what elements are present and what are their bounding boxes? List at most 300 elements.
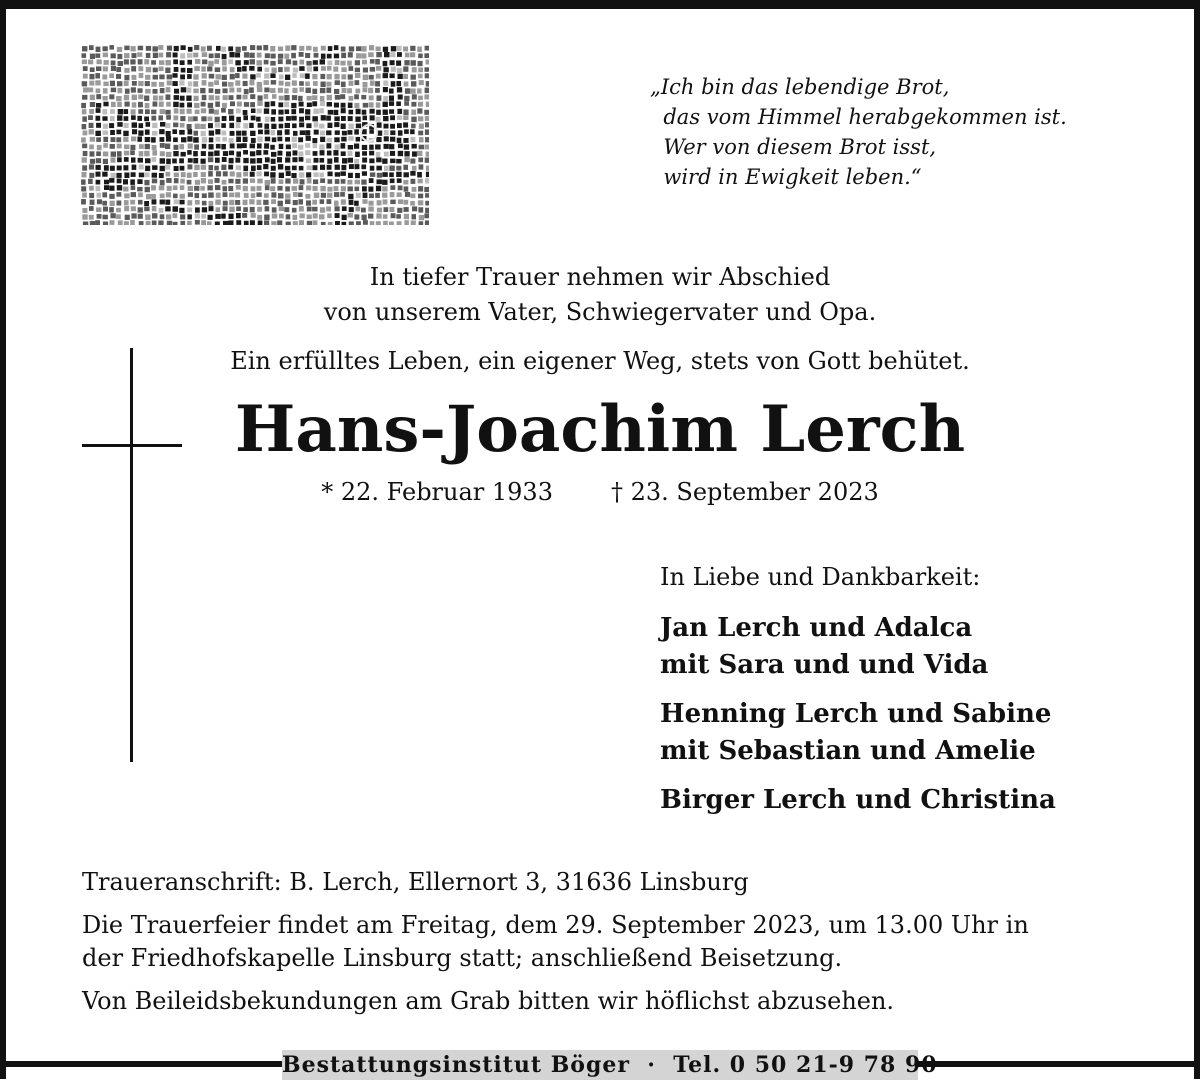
mosaic-tile <box>216 46 221 51</box>
mosaic-tile <box>264 193 269 198</box>
mosaic-tile <box>383 47 388 52</box>
mosaic-tile <box>403 180 408 185</box>
mosaic-tile <box>116 137 121 142</box>
mosaic-tile <box>172 73 177 78</box>
mosaic-tile <box>117 102 122 107</box>
mosaic-tile <box>138 94 143 99</box>
mosaic-tile <box>293 215 298 220</box>
mosaic-tile <box>235 73 240 78</box>
mosaic-tile <box>95 73 100 78</box>
mosaic-tile <box>389 166 394 171</box>
mosaic-tile <box>293 68 298 73</box>
mosaic-tile <box>320 131 325 136</box>
mosaic-tile <box>229 138 234 143</box>
mosaic-tile <box>299 46 304 51</box>
mosaic-tile <box>370 81 375 86</box>
mosaic-tile <box>389 222 394 226</box>
mosaic-tile <box>188 129 193 134</box>
mosaic-tile <box>271 166 276 171</box>
mosaic-tile <box>95 53 100 58</box>
mosaic-tile <box>279 173 284 179</box>
mosaic-tile <box>418 68 423 73</box>
mosaic-tile <box>264 60 269 65</box>
mosaic-tile <box>307 215 312 220</box>
mosaic-tile <box>201 178 206 183</box>
mosaic-tile <box>390 200 395 205</box>
mosaic-tile <box>130 150 135 155</box>
mosaic-tile <box>223 201 228 206</box>
mosaic-tile <box>236 172 241 177</box>
family-block <box>660 560 1056 831</box>
mosaic-tile <box>139 173 144 178</box>
mosaic-tile <box>369 75 374 80</box>
mosaic-tile <box>131 157 136 162</box>
mosaic-tile <box>375 193 380 198</box>
mosaic-tile <box>349 81 354 86</box>
mosaic-tile <box>376 74 381 79</box>
mosaic-tile <box>278 67 283 72</box>
mosaic-tile <box>188 116 193 121</box>
mosaic-tile <box>81 103 86 108</box>
mosaic-tile <box>396 166 401 171</box>
mosaic-tile <box>298 145 303 150</box>
mosaic-tile <box>258 221 263 226</box>
mosaic-tile <box>125 89 130 94</box>
mosaic-tile <box>123 137 128 142</box>
mosaic-tile <box>214 110 219 115</box>
birth-date: * 22. Februar 1933 <box>321 478 553 506</box>
mosaic-tile <box>202 201 207 206</box>
mosaic-tile <box>166 131 171 136</box>
mosaic-tile <box>347 61 352 66</box>
mosaic-tile <box>124 145 129 150</box>
mosaic-tile <box>237 88 242 93</box>
mosaic-tile <box>229 220 234 225</box>
mosaic-tile <box>362 151 367 156</box>
mosaic-tile <box>250 207 255 213</box>
mosaic-tile <box>355 80 360 85</box>
mosaic-tile <box>223 221 229 225</box>
mosaic-tile <box>216 207 221 212</box>
mosaic-tile <box>425 201 429 206</box>
mosaic-tile <box>251 186 256 191</box>
mosaic-tile <box>425 208 429 213</box>
mosaic-tile <box>335 130 340 135</box>
mosaic-tile <box>417 151 422 156</box>
mosaic-tile <box>250 131 255 136</box>
mosaic-tile <box>419 137 424 142</box>
mosaic-tile <box>397 192 402 197</box>
mosaic-tile <box>417 47 422 53</box>
mosaic-tile <box>139 73 144 78</box>
mosaic-tile <box>397 123 402 128</box>
mosaic-tile <box>102 192 107 197</box>
mosaic-tile <box>397 87 402 92</box>
mosaic-tile <box>180 75 185 80</box>
mosaic-tile <box>95 131 101 136</box>
mosaic-tile <box>244 60 249 65</box>
mosaic-tile <box>243 110 248 115</box>
mosaic-tile <box>418 131 423 136</box>
mosaic-tile <box>271 80 276 85</box>
mosaic-tile <box>96 123 101 128</box>
mosaic-tile <box>425 220 429 225</box>
intro-text: In tiefer Trauer nehmen wir Abschied von unserem Vater, Schwiegervater und Opa. <box>323 263 877 326</box>
mosaic-tile <box>236 131 241 136</box>
mosaic-tile <box>179 158 184 163</box>
mosaic-tile <box>257 179 262 184</box>
mosaic-tile <box>312 89 317 94</box>
mosaic-tile <box>167 186 172 191</box>
mosaic-tile <box>195 207 200 212</box>
mosaic-tile <box>83 87 88 92</box>
mosaic-tile <box>291 103 296 108</box>
mosaic-tile <box>361 165 366 170</box>
mosaic-tile <box>286 171 291 176</box>
mosaic-tile <box>369 151 374 156</box>
mosaic-tile <box>284 54 289 59</box>
mosaic-tile <box>418 54 423 59</box>
mosaic-tile <box>187 173 192 178</box>
mosaic-tile <box>193 89 198 94</box>
mosaic-tile <box>242 74 247 79</box>
mosaic-tile <box>341 53 346 58</box>
mosaic-tile <box>334 45 339 50</box>
mosaic-tile <box>278 117 283 122</box>
mosaic-tile <box>305 53 310 58</box>
mosaic-tile <box>201 102 206 107</box>
mosaic-tile <box>425 88 429 94</box>
mosaic-tile <box>145 158 151 163</box>
mosaic-tile <box>361 95 366 100</box>
mosaic-tile <box>214 80 219 85</box>
mosaic-tile <box>82 172 87 178</box>
mosaic-tile <box>188 192 193 197</box>
mosaic-tile <box>363 193 368 198</box>
mosaic-tile <box>299 102 304 107</box>
mosaic-tile <box>159 102 164 107</box>
mosaic-tile <box>363 82 368 87</box>
mosaic-tile <box>327 66 332 71</box>
mosaic-tile <box>321 222 326 225</box>
mosaic-tile <box>223 171 228 176</box>
mosaic-tile <box>341 103 346 108</box>
mosaic-tile <box>251 213 256 218</box>
mosaic-tile <box>313 151 318 156</box>
mosaic-tile <box>90 151 95 156</box>
mosaic-tile <box>180 123 185 128</box>
mosaic-tile <box>144 151 149 157</box>
mosaic-tile <box>356 193 361 198</box>
mosaic-tile <box>299 185 304 190</box>
mosaic-tile <box>298 137 303 142</box>
mosaic-tile <box>286 145 291 150</box>
mosaic-tile <box>333 110 338 115</box>
mosaic-tile <box>257 165 262 170</box>
mosaic-tile <box>165 165 170 170</box>
mosaic-tile <box>285 186 290 191</box>
mosaic-tile <box>370 109 375 114</box>
mosaic-tile <box>145 137 151 142</box>
mosaic-tile <box>334 122 339 127</box>
mosaic-tile <box>355 173 360 178</box>
mosaic-tile <box>208 171 213 177</box>
mosaic-tile <box>96 165 101 170</box>
mosaic-tile <box>327 95 332 101</box>
mosaic-tile <box>398 151 403 156</box>
mosaic-tile <box>419 124 424 129</box>
mosaic-tile <box>137 116 142 121</box>
mosaic-tile <box>88 179 93 184</box>
mosaic-tile <box>201 46 206 51</box>
mosaic-tile <box>180 194 185 199</box>
mosaic-tile <box>103 46 108 51</box>
mosaic-tile <box>103 159 108 164</box>
mosaic-tile <box>299 151 304 156</box>
mosaic-tile <box>412 187 417 192</box>
mosaic-tile <box>222 180 227 185</box>
mosaic-tile <box>166 87 171 92</box>
mosaic-tile <box>390 192 395 197</box>
mosaic-tile <box>201 108 206 113</box>
mosaic-tile <box>333 67 338 72</box>
mosaic-tile <box>390 130 395 135</box>
mosaic-tile <box>117 201 122 206</box>
mosaic-tile <box>97 214 102 219</box>
mosaic-tile <box>348 194 353 200</box>
motto-text: Ein erfülltes Leben, ein eigener Weg, stets von Gott behütet. <box>230 347 970 375</box>
mosaic-tile <box>187 208 192 213</box>
mosaic-tile <box>132 129 137 134</box>
mosaic-tile <box>270 73 275 78</box>
mosaic-tile <box>250 144 255 149</box>
mosaic-tile <box>341 116 346 121</box>
mosaic-tile <box>349 164 354 169</box>
mosaic-tile <box>300 130 305 135</box>
mosaic-tile <box>363 220 368 225</box>
mosaic-tile <box>118 88 123 93</box>
mosaic-tile <box>278 193 284 198</box>
mosaic-tile <box>313 60 318 65</box>
mosaic-tile <box>174 95 179 100</box>
mosaic-tile <box>172 159 177 164</box>
mosaic-tile <box>221 144 226 149</box>
mosaic-tile <box>370 221 375 225</box>
mosaic-tile <box>305 116 310 121</box>
mosaic-tile <box>165 110 170 115</box>
mosaic-tile <box>335 95 341 100</box>
mosaic-tile <box>173 185 178 190</box>
mosaic-tile <box>124 206 129 211</box>
mosaic-tile <box>214 59 219 64</box>
mosaic-tile <box>257 87 263 92</box>
mosaic-tile <box>376 47 381 52</box>
mosaic-tile <box>180 60 185 65</box>
mosaic-tile <box>370 115 375 120</box>
mosaic-tile <box>230 101 235 106</box>
mosaic-tile <box>243 137 248 142</box>
mosaic-tile <box>201 116 206 121</box>
mosaic-tile <box>424 187 429 192</box>
mosaic-tile <box>285 137 290 142</box>
mosaic-tile <box>265 53 270 58</box>
mosaic-tile <box>342 206 347 211</box>
mosaic-tile <box>223 186 228 191</box>
mosaic-tile <box>342 88 347 93</box>
mosaic-tile <box>369 194 374 199</box>
mosaic-tile <box>286 222 291 225</box>
mosaic-tile <box>341 137 346 142</box>
mosaic-tile <box>251 116 256 121</box>
mosaic-tile <box>173 194 178 199</box>
mosaic-tile <box>369 45 374 50</box>
mosaic-tile <box>116 67 121 72</box>
mosaic-tile <box>326 143 331 148</box>
mosaic-tile <box>139 164 144 169</box>
mosaic-tile <box>264 215 269 221</box>
mosaic-tile <box>411 110 416 115</box>
mosaic-tile <box>361 46 366 52</box>
mosaic-tile <box>209 54 214 59</box>
mosaic-tile <box>173 137 178 142</box>
mosaic-tile <box>319 173 324 178</box>
mosaic-tile <box>117 81 122 86</box>
mosaic-tile <box>299 172 305 177</box>
mosaic-tile <box>242 66 247 71</box>
mosaic-tile <box>271 54 276 59</box>
mosaic-tile <box>419 221 424 225</box>
mosaic-tile <box>102 201 107 206</box>
mosaic-tile <box>335 221 340 225</box>
mosaic-tile <box>208 123 213 128</box>
mosaic-tile <box>334 201 339 206</box>
mosaic-tile <box>145 187 150 192</box>
mosaic-tile <box>410 137 415 142</box>
mosaic-tile <box>236 137 241 142</box>
mosaic-tile <box>174 89 179 94</box>
mosaic-tile <box>279 75 284 80</box>
mosaic-tile <box>117 166 122 171</box>
mosaic-tile <box>284 67 290 72</box>
mosaic-tile <box>356 137 361 142</box>
mosaic-tile <box>377 122 382 127</box>
mosaic-tile <box>249 123 254 128</box>
mosaic-tile <box>187 68 193 73</box>
mosaic-tile <box>131 192 136 197</box>
mosaic-tile <box>341 143 346 149</box>
mosaic-tile <box>109 207 114 212</box>
mosaic-tile <box>397 138 402 143</box>
mosaic-tile <box>398 199 403 204</box>
mosaic-tile <box>202 144 207 149</box>
mosaic-tile <box>103 96 108 101</box>
mosaic-tile <box>222 116 227 121</box>
mosaic-tile <box>159 67 164 72</box>
mosaic-tile <box>369 178 374 183</box>
mosaic-tile <box>144 96 149 102</box>
mosaic-tile <box>355 68 360 73</box>
mosaic-tile <box>256 192 261 197</box>
mosaic-tile <box>265 102 270 108</box>
mosaic-tile <box>104 165 109 171</box>
mosaic-tile <box>145 89 151 94</box>
mosaic-tile <box>160 109 165 114</box>
mosaic-tile <box>166 159 171 165</box>
mosaic-tile <box>285 178 290 183</box>
mosaic-tile <box>306 61 311 66</box>
mosaic-tile <box>244 89 249 94</box>
mosaic-tile <box>349 96 354 101</box>
mosaic-tile <box>215 96 220 101</box>
mosaic-tile <box>116 208 121 213</box>
mosaic-tile <box>412 166 417 171</box>
mosaic-tile <box>244 221 249 225</box>
mosaic-tile <box>131 87 136 92</box>
mosaic-tile <box>89 186 94 191</box>
mosaic-tile <box>90 200 95 205</box>
mosaic-tile <box>328 46 333 51</box>
mosaic-tile <box>341 199 346 204</box>
mosaic-tile <box>354 129 359 134</box>
mosaic-tile <box>320 96 325 102</box>
mosaic-tile <box>145 75 150 80</box>
mosaic-tile <box>174 108 179 113</box>
mosaic-tile <box>390 137 395 142</box>
mosaic-tile <box>152 150 157 155</box>
mosaic-tile <box>305 194 310 199</box>
mosaic-tile <box>286 151 291 156</box>
mosaic-tile <box>250 80 255 85</box>
mosaic-tile <box>160 194 165 199</box>
mosaic-tile <box>195 220 200 225</box>
mosaic-tile <box>144 201 149 206</box>
mosaic-tile <box>104 60 109 65</box>
mosaic-tile <box>404 200 409 205</box>
mosaic-tile <box>425 122 429 127</box>
mosaic-tile <box>265 117 270 122</box>
mosaic-tile <box>138 214 143 219</box>
mosaic-tile <box>284 88 289 93</box>
mosaic-tile <box>102 75 107 80</box>
mosaic-tile <box>90 102 95 107</box>
mosaic-tile <box>124 59 129 64</box>
mosaic-tile <box>235 60 240 65</box>
mosaic-tile <box>151 194 156 199</box>
mosaic-tile <box>397 208 402 213</box>
mosaic-tile <box>173 213 178 218</box>
mosaic-tile <box>82 124 87 129</box>
mosaic-tile <box>348 52 353 57</box>
mosaic-tile <box>425 193 429 198</box>
mosaic-tile <box>165 123 170 128</box>
mosaic-tile <box>404 129 409 134</box>
mosaic-tile <box>124 53 129 58</box>
mosaic-tile <box>137 137 142 142</box>
mosaic-tile <box>152 157 157 162</box>
mosaic-tile <box>263 200 268 205</box>
mosaic-tile <box>264 143 269 148</box>
mosaic-tile <box>398 144 403 149</box>
mosaic-tile <box>257 67 262 72</box>
mosaic-tile <box>236 213 241 218</box>
mosaic-tile <box>159 60 164 65</box>
mosaic-tile <box>349 46 354 51</box>
mosaic-tile <box>376 221 381 225</box>
mosaic-tile <box>250 178 255 183</box>
mosaic-tile <box>173 53 178 58</box>
mosaic-tile <box>389 96 394 101</box>
mosaic-tile <box>159 82 164 87</box>
